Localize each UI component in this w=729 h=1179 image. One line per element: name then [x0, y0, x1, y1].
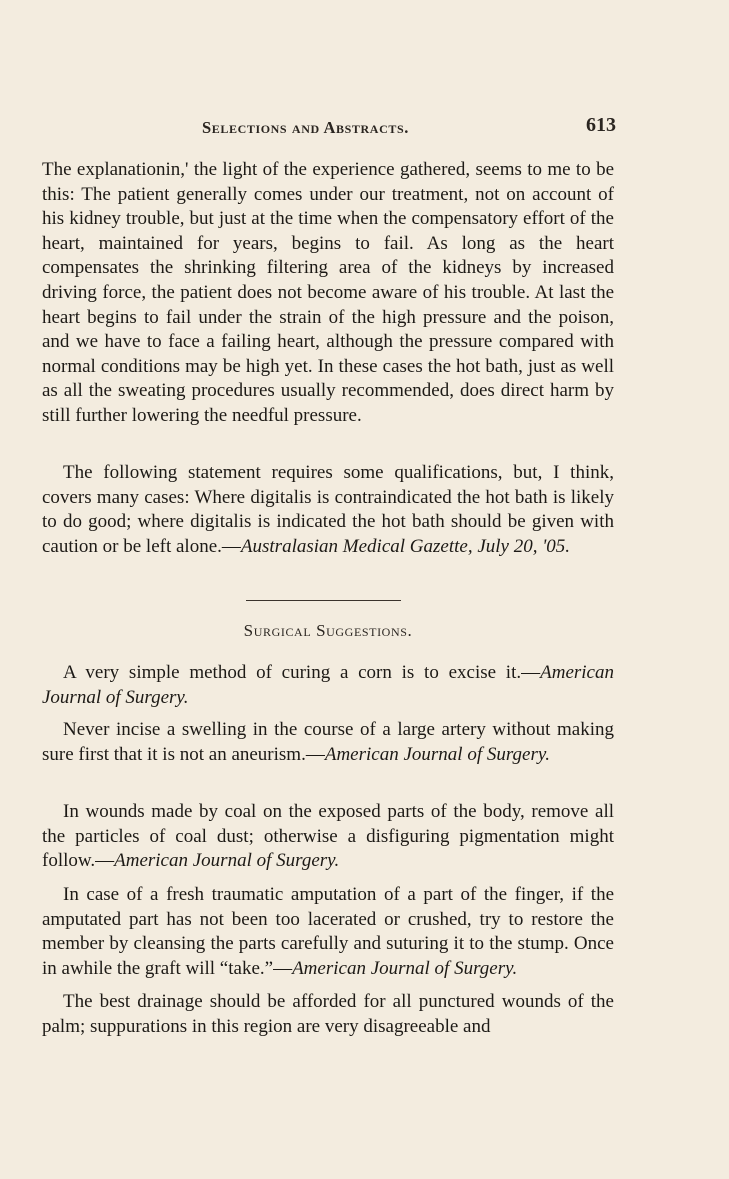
source-citation: American Journal of Surgery.: [114, 850, 340, 872]
paragraph-text: In wounds made by coal on the exposed parts of the body, remove all the particles of coal dust; otherwise a disfiguring pigmentation might follow.—: [42, 801, 614, 872]
section-title: Surgical Suggestions.: [243, 621, 413, 640]
suggestion-palm-drainage: [42, 990, 614, 1039]
suggestion-amputation: [42, 883, 614, 981]
paragraph-text: The explanationin,' the light of the experience gathered, seems to me to be this: The patient generally comes under our treatment, not on account of his kidney trouble, but just at the time when the compensatory effort of the heart, maintained for years, begins to fail. As long as the heart compensates the shrinking filtering area of the kidneys by increased driving force, the patient does not become aware of his trouble. At last the heart begins to fail under the strain of the high pressure and the poison, and we have to face a failing heart, although the pressure compared with normal conditions may be high yet. In these cases the hot bath, just as well as all the sweating procedures usually recommended, does direct harm by still further lowering the needful pressure.: [42, 159, 614, 426]
paragraph-body: [42, 661, 614, 710]
source-citation: American Journal of Surgery.: [292, 957, 518, 979]
suggestion-corn: [42, 661, 614, 710]
paragraph-body: [42, 800, 614, 874]
paragraph-text: The best drainage should be afforded for all punctured wounds of the palm; suppurations in this region are very disagreeable and: [42, 991, 614, 1037]
source-citation: American Journal of Surgery.: [42, 662, 614, 708]
section-divider: [246, 600, 401, 601]
page-header: [42, 116, 614, 142]
paragraph-text: In case of a fresh traumatic amputation of a part of the finger, if the amputated part has not been too lacerated or crushed, try to restore the member by cleansing the parts carefully and suturing it to the stump. Once in awhile the graft will “take.”—: [42, 884, 614, 979]
paragraph-text: The following statement requires some qualifications, but, I think, covers many cases: Where digitalis is contraindicated the hot bath is likely to do good; where digitalis is indicated the hot bath should be given with caution or be left alone.—: [42, 462, 614, 557]
running-head: Selections and Abstracts.: [202, 118, 409, 137]
paragraph-text: Never incise a swelling in the course of a large artery without making sure first that it is not an aneurism.—: [42, 719, 614, 765]
page-number: 613: [586, 114, 616, 136]
paragraph-body: [42, 718, 614, 767]
suggestion-aneurism: [42, 718, 614, 767]
suggestion-coal-wounds: [42, 800, 614, 874]
source-citation: American Journal of Surgery.: [324, 743, 550, 765]
paragraph-body: [42, 883, 614, 981]
source-citation: Australasian Medical Gazette, July 20, '05.: [240, 535, 571, 557]
paragraph-statement: [42, 461, 614, 559]
paragraph-explanation: [42, 158, 614, 429]
paragraph-text: A very simple method of curing a corn is to excise it.—: [63, 662, 541, 683]
paragraph-body: [42, 461, 614, 559]
